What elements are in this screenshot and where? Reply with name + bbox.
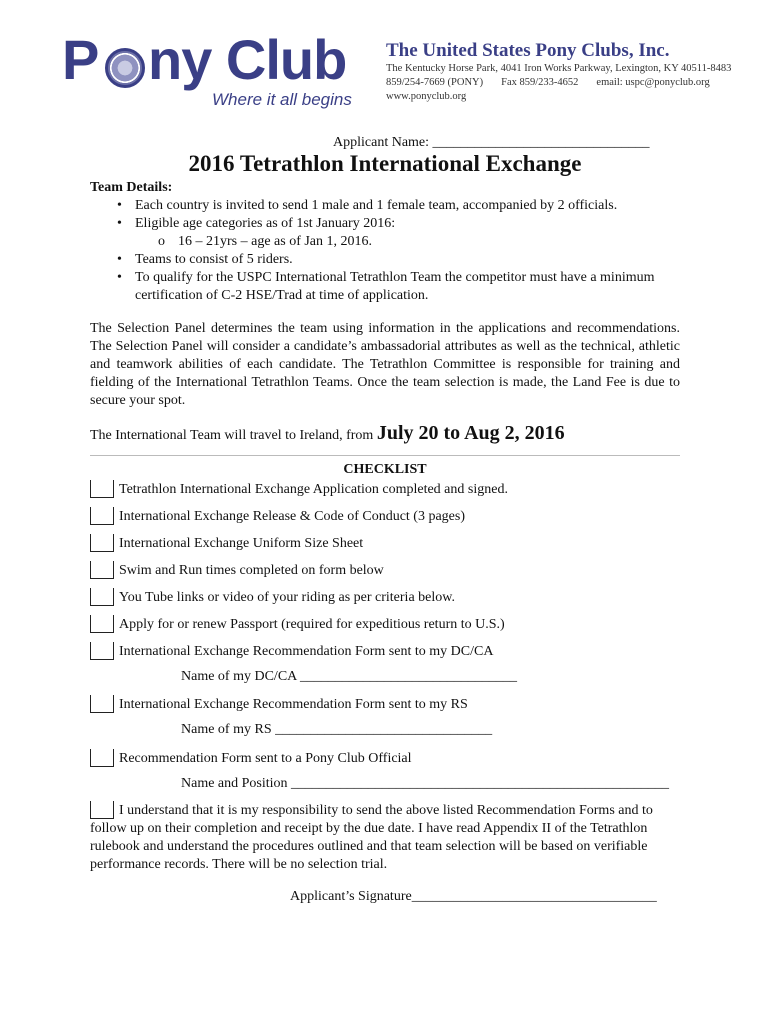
bullet-icon: •	[117, 216, 122, 231]
org-fax: Fax 859/233-4652	[501, 77, 579, 88]
bullet-icon: •	[117, 198, 122, 213]
travel-dates-line	[90, 422, 565, 445]
bullet-icon: •	[117, 270, 122, 285]
official-name-position-field[interactable]: Name and Position ______________________________________________________	[181, 776, 670, 791]
list-item: • Each country is invited to send 1 male and 1 female team, accompanied by 2 officials.	[117, 198, 618, 213]
checkbox[interactable]	[90, 480, 114, 498]
page-title: 2016 Tetrathlon International Exchange	[188, 151, 582, 176]
list-item: • Teams to consist of 5 riders.	[117, 252, 293, 267]
org-name: The United States Pony Clubs, Inc.	[386, 40, 670, 61]
dc-ca-name-field[interactable]: Name of my DC/CA _______________________________	[181, 669, 517, 684]
team-details-list	[90, 197, 690, 305]
checkbox[interactable]	[90, 507, 114, 525]
org-email: email: uspc@ponyclub.org	[596, 77, 710, 88]
acknowledgement: I understand that it is my responsibility to send the above listed Recommendation Forms and to follow up on their completion and receipt by the due date. I have read Appendix II of the Tetrathlon rulebook and understand the procedures outlined and that team selection will be based on verifiable performance records. There will be no selection trial.	[90, 803, 653, 872]
checklist-item: International Exchange Uniform Size Sheet	[90, 534, 363, 554]
checklist-item: Apply for or renew Passport (required for expeditious return to U.S.)	[90, 615, 505, 635]
checklist-item: International Exchange Recommendation Form sent to my RS	[90, 695, 468, 715]
logo-seal-icon	[105, 48, 145, 88]
list-item: • Eligible age categories as of 1st January 2016:	[117, 216, 396, 231]
checkbox[interactable]	[90, 801, 114, 819]
list-item: o 16 – 21yrs – age as of Jan 1, 2016.	[158, 234, 373, 249]
org-address: The Kentucky Horse Park, 4041 Iron Works Parkway, Lexington, KY 40511-8483	[386, 63, 732, 74]
checkbox[interactable]	[90, 749, 114, 767]
checkbox[interactable]	[90, 695, 114, 713]
selection-paragraph: The Selection Panel determines the team using information in the applications and recommendations. The Selection Panel will consider a candidate’s ambassadorial attributes as well as the technical, athletic and teamwork abilities of each candidate. The Tetrathlon Committee is responsible for training and fielding of the International Tetrathlon Teams. Once the team selection is made, the Land Fee is due to secure your spot.	[90, 321, 680, 408]
logo-tagline: Where it all begins	[212, 90, 352, 109]
checklist-item: Tetrathlon International Exchange Application completed and signed.	[90, 480, 508, 500]
checkbox[interactable]	[90, 534, 114, 552]
org-phone: 859/254-7669 (PONY)	[386, 77, 484, 88]
checklist-item: International Exchange Recommendation Form sent to my DC/CA	[90, 642, 493, 662]
checkbox[interactable]	[90, 588, 114, 606]
org-contact-line	[386, 76, 726, 90]
checklist-item: Swim and Run times completed on form below	[90, 561, 384, 581]
org-website: www.ponyclub.org	[386, 91, 467, 102]
list-item: • To qualify for the USPC International Tetrathlon Team the competitor must have a minimum certification of C-2 HSE/Trad at time of application.	[117, 270, 655, 303]
team-details-label: Team Details:	[90, 180, 173, 195]
checklist-item: You Tube links or video of your riding as per criteria below.	[90, 588, 455, 608]
applicant-signature-field[interactable]: Applicant’s Signature___________________________________	[290, 889, 657, 904]
checkbox[interactable]	[90, 615, 114, 633]
divider	[90, 455, 680, 456]
pony-club-logo	[62, 30, 372, 120]
checklist-item: International Exchange Release & Code of Conduct (3 pages)	[90, 507, 465, 527]
bullet-icon: •	[117, 252, 122, 267]
logo-letter-p: P	[62, 28, 99, 91]
logo-wordmark: ny Club	[148, 28, 347, 91]
organization-info	[386, 40, 732, 104]
travel-prefix: The International Team will travel to Ireland, from	[90, 428, 377, 443]
checklist-title: CHECKLIST	[343, 462, 427, 477]
rs-name-field[interactable]: Name of my RS _______________________________	[181, 722, 493, 737]
checklist-item: Recommendation Form sent to a Pony Club Official	[90, 749, 412, 769]
checkbox[interactable]	[90, 561, 114, 579]
sub-bullet-icon: o	[158, 234, 165, 249]
checkbox[interactable]	[90, 642, 114, 660]
travel-dates: July 20 to Aug 2, 2016	[376, 422, 565, 444]
applicant-name-field[interactable]: Applicant Name: _______________________________	[333, 135, 650, 150]
